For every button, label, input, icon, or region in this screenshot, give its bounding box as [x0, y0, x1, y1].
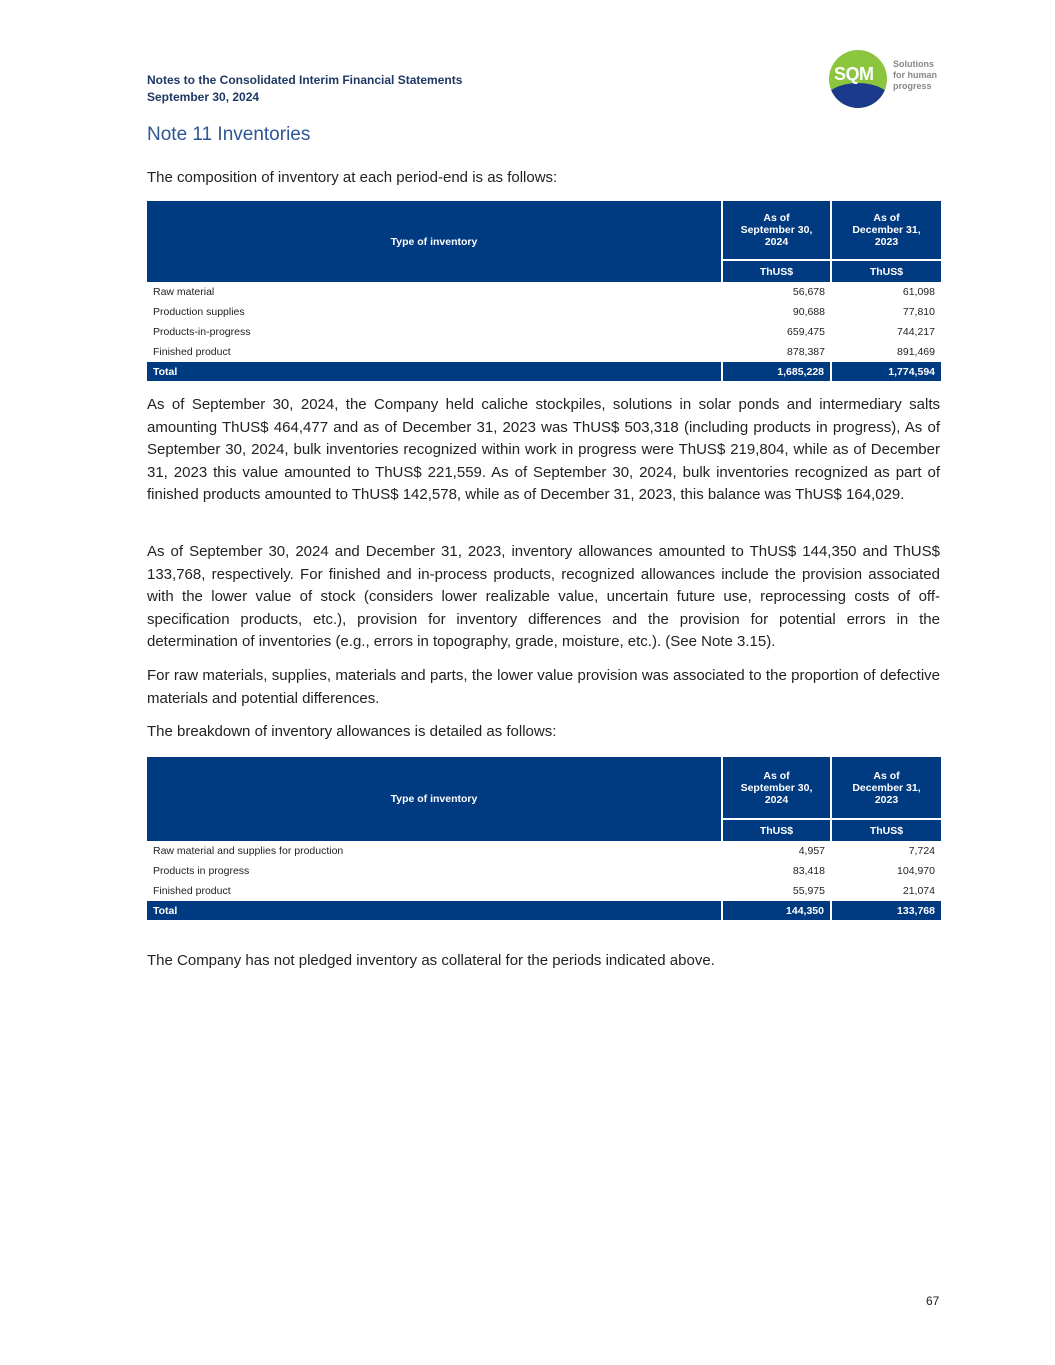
- intro-breakdown-text: The breakdown of inventory allowances is detailed as follows:: [147, 723, 557, 740]
- total-label: Total: [147, 362, 722, 381]
- row-value-sep: 83,418: [792, 865, 825, 877]
- row-label: Products-in-progress: [153, 326, 251, 338]
- row-label: Raw material and supplies for production: [153, 845, 344, 857]
- logo-wave: [829, 83, 887, 108]
- col-header-type: Type of inventory: [147, 757, 722, 841]
- table-row: [147, 282, 941, 302]
- paragraph-stockpiles: As of September 30, 2024, the Company held caliche stockpiles, solutions in solar ponds and intermediary salts amounting ThUS$ 464,477 and as of December 31, 2023 was ThUS$ 503,318 (including products in progress), As of September 30, 2024, bulk inventories recognized within work in progress were ThUS$ 219,804, while as of December 31, 2023 this value amounted to ThUS$ 221,559. As of September 30, 2024, bulk inventories recognized as part of finished products amounted to ThUS$ 142,578, while as of December 31, 2023, this balance was ThUS$ 164,029.: [147, 396, 940, 504]
- closing-text: The Company has not pledged inventory as collateral for the periods indicated above.: [147, 952, 715, 969]
- row-value-dec: 21,074: [902, 885, 935, 897]
- unit-header-sep: ThUS$: [722, 819, 831, 841]
- row-value-sep: 55,975: [792, 885, 825, 897]
- col-header-type: Type of inventory: [147, 201, 722, 282]
- row-value-sep: 4,957: [798, 845, 825, 857]
- intro-text: The composition of inventory at each period-end is as follows:: [147, 169, 558, 186]
- header-date: September 30, 2024: [147, 90, 260, 104]
- row-label: Finished product: [153, 885, 231, 897]
- row-value-sep: 659,475: [787, 326, 825, 338]
- inventory-table: [147, 201, 941, 381]
- row-value-dec: 891,469: [897, 346, 935, 358]
- total-value-dec: 1,774,594: [831, 362, 941, 381]
- row-label: Production supplies: [153, 306, 245, 318]
- total-label: Total: [147, 901, 722, 920]
- total-row: [147, 362, 941, 381]
- col-header-dec-2023: As of December 31, 2023: [831, 201, 941, 260]
- unit-header-dec: ThUS$: [831, 260, 941, 282]
- table-row: [147, 861, 941, 881]
- logo-tagline-2: for human: [893, 70, 937, 80]
- table-row: [147, 881, 941, 901]
- total-value-sep: 144,350: [722, 901, 831, 920]
- table-row: [147, 342, 941, 362]
- table-row: [147, 302, 941, 322]
- row-value-sep: 878,387: [787, 346, 825, 358]
- total-value-sep: 1,685,228: [722, 362, 831, 381]
- document-header: [147, 72, 462, 106]
- row-value-sep: 90,688: [792, 306, 825, 318]
- page-number: 67: [926, 1294, 940, 1308]
- logo-brand: SQM: [834, 64, 874, 84]
- row-value-dec: 61,098: [902, 286, 935, 298]
- sqm-logo: [829, 50, 944, 110]
- col-header-sep-2024: As of September 30, 2024: [722, 201, 831, 260]
- row-label: Finished product: [153, 346, 231, 358]
- logo-tagline-3: progress: [893, 81, 932, 91]
- allowances-table: [147, 757, 941, 920]
- row-value-dec: 104,970: [897, 865, 935, 877]
- total-row: [147, 901, 941, 920]
- logo-circle: [829, 50, 887, 108]
- paragraph-raw-materials: For raw materials, supplies, materials and parts, the lower value provision was associated to the proportion of defective materials and potential differences.: [147, 667, 940, 707]
- col-header-dec-2023: As of December 31, 2023: [831, 757, 941, 819]
- row-value-dec: 77,810: [902, 306, 935, 318]
- unit-header-sep: ThUS$: [722, 260, 831, 282]
- table-row: [147, 322, 941, 342]
- total-value-dec: 133,768: [831, 901, 941, 920]
- table-row: [147, 841, 941, 861]
- row-label: Products in progress: [153, 865, 250, 877]
- row-value-sep: 56,678: [792, 286, 825, 298]
- logo-tagline: [893, 59, 937, 92]
- row-value-dec: 744,217: [897, 326, 935, 338]
- unit-header-dec: ThUS$: [831, 819, 941, 841]
- logo-tagline-1: Solutions: [893, 59, 934, 69]
- header-title: Notes to the Consolidated Interim Financial Statements: [147, 73, 463, 87]
- col-header-sep-2024: As of September 30, 2024: [722, 757, 831, 819]
- row-label: Raw material: [153, 286, 215, 298]
- paragraph-allowances: As of September 30, 2024 and December 31, 2023, inventory allowances amounted to ThUS$ 144,350 and ThUS$ 133,768, respectively. For finished and in-process products, recognized allowances include the provision associated with the lower value of stock (considers lower realizable value, uncertain future use, reprocessing costs of off-specification products, etc.), provision for inventory differences and the provision for potential errors in the determination of inventories (e.g., errors in topography, grade, moisture, etc.). (See Note 3.15).: [147, 543, 940, 651]
- note-title: Note 11 Inventories: [147, 124, 311, 145]
- row-value-dec: 7,724: [908, 845, 935, 857]
